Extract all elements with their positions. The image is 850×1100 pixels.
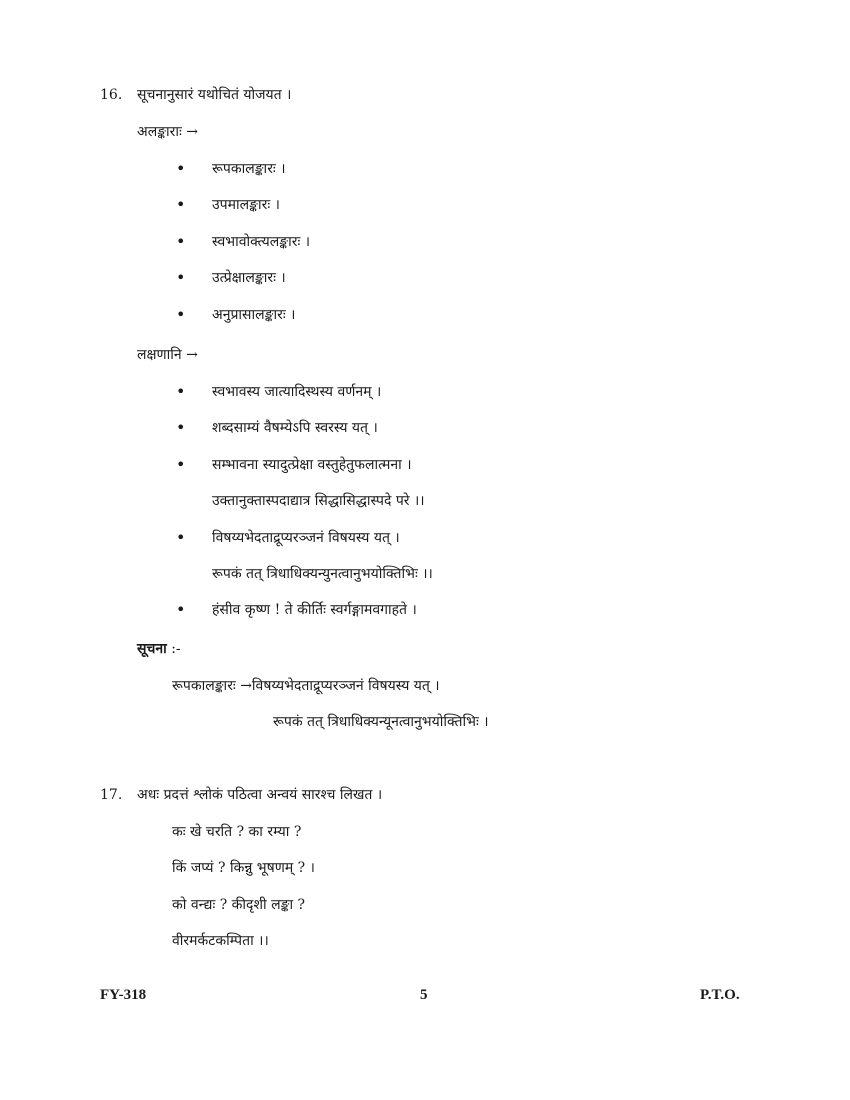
alankara-item: उत्प्रेक्षालङ्कारः । xyxy=(212,270,286,286)
bullet-icon: • xyxy=(176,159,186,178)
bullet-icon: • xyxy=(176,195,186,214)
example-line-2: रूपकं तत् त्रिधाधिक्यन्यूनत्वानुभयोक्तिभिः । xyxy=(273,714,489,730)
paper-code: FY-318 xyxy=(100,987,147,1003)
question-17-number: 17. xyxy=(100,787,123,803)
shloka-line: को वन्द्यः ? कीदृशी लङ्का ? xyxy=(172,897,306,913)
shloka-line: किं जप्यं ? किन्नु भूषणम् ? । xyxy=(172,860,315,876)
question-17-instruction: अधः प्रदत्तं श्लोकं पठित्वा अन्वयं सारश्च लिखत । xyxy=(137,787,383,803)
alankara-item: रूपकालङ्कारः । xyxy=(212,161,286,177)
lakshana-item: विषय्यभेदताद्रूप्यरञ्जनं विषयस्य यत् । xyxy=(212,530,400,546)
alankara-item: स्वभावोक्त्यलङ्कारः । xyxy=(212,234,311,250)
alankara-item: उपमालङ्कारः । xyxy=(212,197,280,213)
lakshana-item-continued: रूपकं तत् त्रिधाधिक्यन्युनत्वानुभयोक्तिभिः ।। xyxy=(212,566,433,582)
bullet-icon: • xyxy=(176,382,186,401)
bullet-icon: • xyxy=(176,418,186,437)
bullet-icon: • xyxy=(176,600,186,619)
lakshana-item: शब्दसाम्यं वैषम्येऽपि स्वरस्य यत् । xyxy=(212,420,378,436)
bullet-icon: • xyxy=(176,268,186,287)
example-line-1: रूपकालङ्कारः →विषय्यभेदताद्रूप्यरञ्जनं विषयस्य यत् । xyxy=(172,678,440,694)
question-16-instruction: सूचनानुसारं यथोचितं योजयत । xyxy=(137,87,292,103)
alankara-item: अनुप्रासालङ्कारः । xyxy=(212,307,296,323)
bullet-icon: • xyxy=(176,455,186,474)
shloka-line: वीरमर्कटकम्पिता ।। xyxy=(172,933,269,949)
shloka-line: कः खे चरति ? का रम्या ? xyxy=(172,824,302,840)
lakshana-item: सम्भावना स्यादुत्प्रेक्षा वस्तुहेतुफलात्मना । xyxy=(212,457,412,473)
bullet-icon: • xyxy=(176,528,186,547)
lakshana-item: स्वभावस्य जात्यादिस्थस्य वर्णनम् । xyxy=(212,384,382,400)
alankara-heading: अलङ्काराः → xyxy=(137,124,199,140)
pto-label: P.T.O. xyxy=(700,987,740,1003)
question-16-number: 16. xyxy=(100,87,123,103)
lakshana-item-continued: उक्तानुक्तास्पदाद्यात्र सिद्धासिद्धास्पदे परे ।। xyxy=(212,493,425,509)
page-number: 5 xyxy=(420,987,428,1003)
lakshana-item: हंसीव कृष्ण ! ते कीर्तिः स्वर्गङ्गामवगाहते । xyxy=(212,602,417,618)
lakshana-heading: लक्षणानि → xyxy=(137,347,198,363)
suchana-note xyxy=(137,640,181,658)
suchana-colon: :- xyxy=(171,641,181,657)
bullet-icon: • xyxy=(176,305,186,324)
bullet-icon: • xyxy=(176,232,186,251)
suchana-label: सूचना xyxy=(137,641,167,657)
